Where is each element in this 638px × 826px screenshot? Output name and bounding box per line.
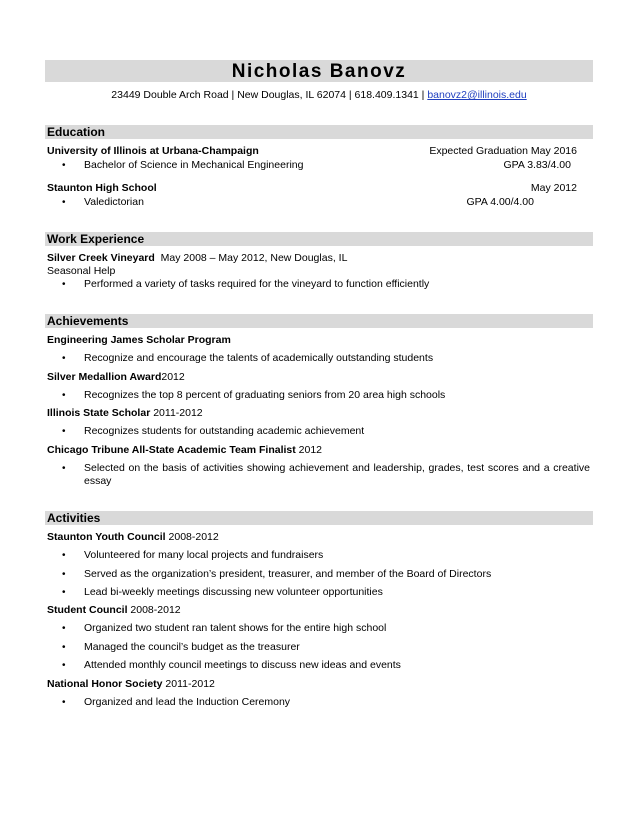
activity-council	[47, 604, 181, 617]
achievement-name: Silver Medallion Award	[47, 371, 162, 383]
work-bullet: Performed a variety of tasks required for the vineyard to function efficiently	[84, 278, 430, 290]
bullet: •	[62, 353, 66, 364]
contact-line	[45, 88, 593, 102]
bullet: •	[62, 569, 66, 580]
achievement-name: Chicago Tribune All-State Academic Team Finalist	[47, 444, 296, 456]
applicant-name: Nicholas Banovz	[231, 61, 407, 82]
achievement-bullet: Recognizes students for outstanding academic achievement	[84, 425, 365, 437]
achievement-year: 2012	[161, 371, 185, 383]
work-employer: Silver Creek Vineyard	[47, 252, 155, 264]
achievement-bullet: Recognizes the top 8 percent of graduating seniors from 20 area high schools	[84, 389, 446, 401]
activity-years: 2008-2012	[165, 531, 219, 543]
bullet: •	[62, 426, 66, 437]
work-details: May 2008 – May 2012, New Douglas, IL	[160, 252, 348, 264]
achievements-heading: Achievements	[47, 314, 129, 328]
uiuc-date: Expected Graduation May 2016	[429, 145, 577, 157]
activity-bullet: Served as the organization’s president, treasurer, and member of the Board of Directors	[84, 568, 492, 580]
achievement-bullet: Recognize and encourage the talents of academically outstanding students	[84, 352, 434, 364]
achievement-year: 2012	[295, 444, 323, 456]
activity-bullet: Organized and lead the Induction Ceremony	[84, 696, 291, 708]
education-bar	[45, 125, 593, 139]
achievement-name: Engineering James Scholar Program	[47, 334, 231, 346]
contact-address: 23449 Double Arch Road | New Douglas, IL 62074 | 618.409.1341 |	[111, 89, 428, 101]
uiuc-degree: Bachelor of Science in Mechanical Engineering	[84, 159, 304, 171]
activity-bullet: Managed the council’s budget as the treasurer	[84, 641, 300, 653]
activity-name: National Honor Society	[47, 678, 163, 690]
activity-bullet: Volunteered for many local projects and fundraisers	[84, 549, 324, 561]
bullet: •	[62, 660, 66, 671]
bullet: •	[62, 697, 66, 708]
staunton-gpa: GPA 4.00/4.00	[466, 196, 534, 208]
bullet: •	[62, 463, 66, 474]
activities-heading: Activities	[47, 511, 101, 525]
activity-youth	[47, 531, 219, 544]
email-link[interactable]: banovz2@illinois.edu	[427, 89, 527, 101]
achievement-4	[47, 444, 322, 457]
bullet: •	[62, 160, 66, 171]
achievement-2	[47, 371, 185, 384]
staunton-honor: Valedictorian	[84, 196, 144, 208]
achievement-year: 2011-2012	[150, 407, 203, 419]
bullet: •	[62, 197, 66, 208]
bullet: •	[62, 550, 66, 561]
activity-name: Student Council	[47, 604, 128, 616]
bullet: •	[62, 587, 66, 598]
work-employer-line	[47, 252, 347, 265]
achievement-3	[47, 407, 203, 420]
bullet: •	[62, 642, 66, 653]
activity-years: 2011-2012	[162, 678, 215, 690]
activity-years: 2008-2012	[127, 604, 181, 616]
achievement-1	[47, 334, 231, 347]
achievement-name: Illinois State Scholar	[47, 407, 151, 419]
uiuc-gpa: GPA 3.83/4.00	[503, 159, 571, 171]
work-heading: Work Experience	[47, 232, 145, 246]
bullet: •	[62, 623, 66, 634]
staunton-school: Staunton High School	[47, 182, 157, 194]
activity-nhs	[47, 678, 215, 691]
education-heading: Education	[47, 125, 106, 139]
achievement-bullet: Selected on the basis of activities showing achievement and leadership, grades, test scores and a creative essay	[84, 462, 590, 487]
activity-bullet: Lead bi-weekly meetings discussing new volunteer opportunities	[84, 586, 383, 598]
activity-name: Staunton Youth Council	[47, 531, 166, 543]
bullet: •	[62, 279, 66, 290]
activity-bullet: Attended monthly council meetings to discuss new ideas and events	[84, 659, 401, 671]
activities-bar	[45, 511, 593, 525]
staunton-date: May 2012	[530, 182, 577, 194]
activity-bullet: Organized two student ran talent shows for the entire high school	[84, 622, 387, 634]
work-role: Seasonal Help	[47, 265, 116, 277]
uiuc-school: University of Illinois at Urbana-Champaign	[47, 145, 259, 157]
bullet: •	[62, 390, 66, 401]
